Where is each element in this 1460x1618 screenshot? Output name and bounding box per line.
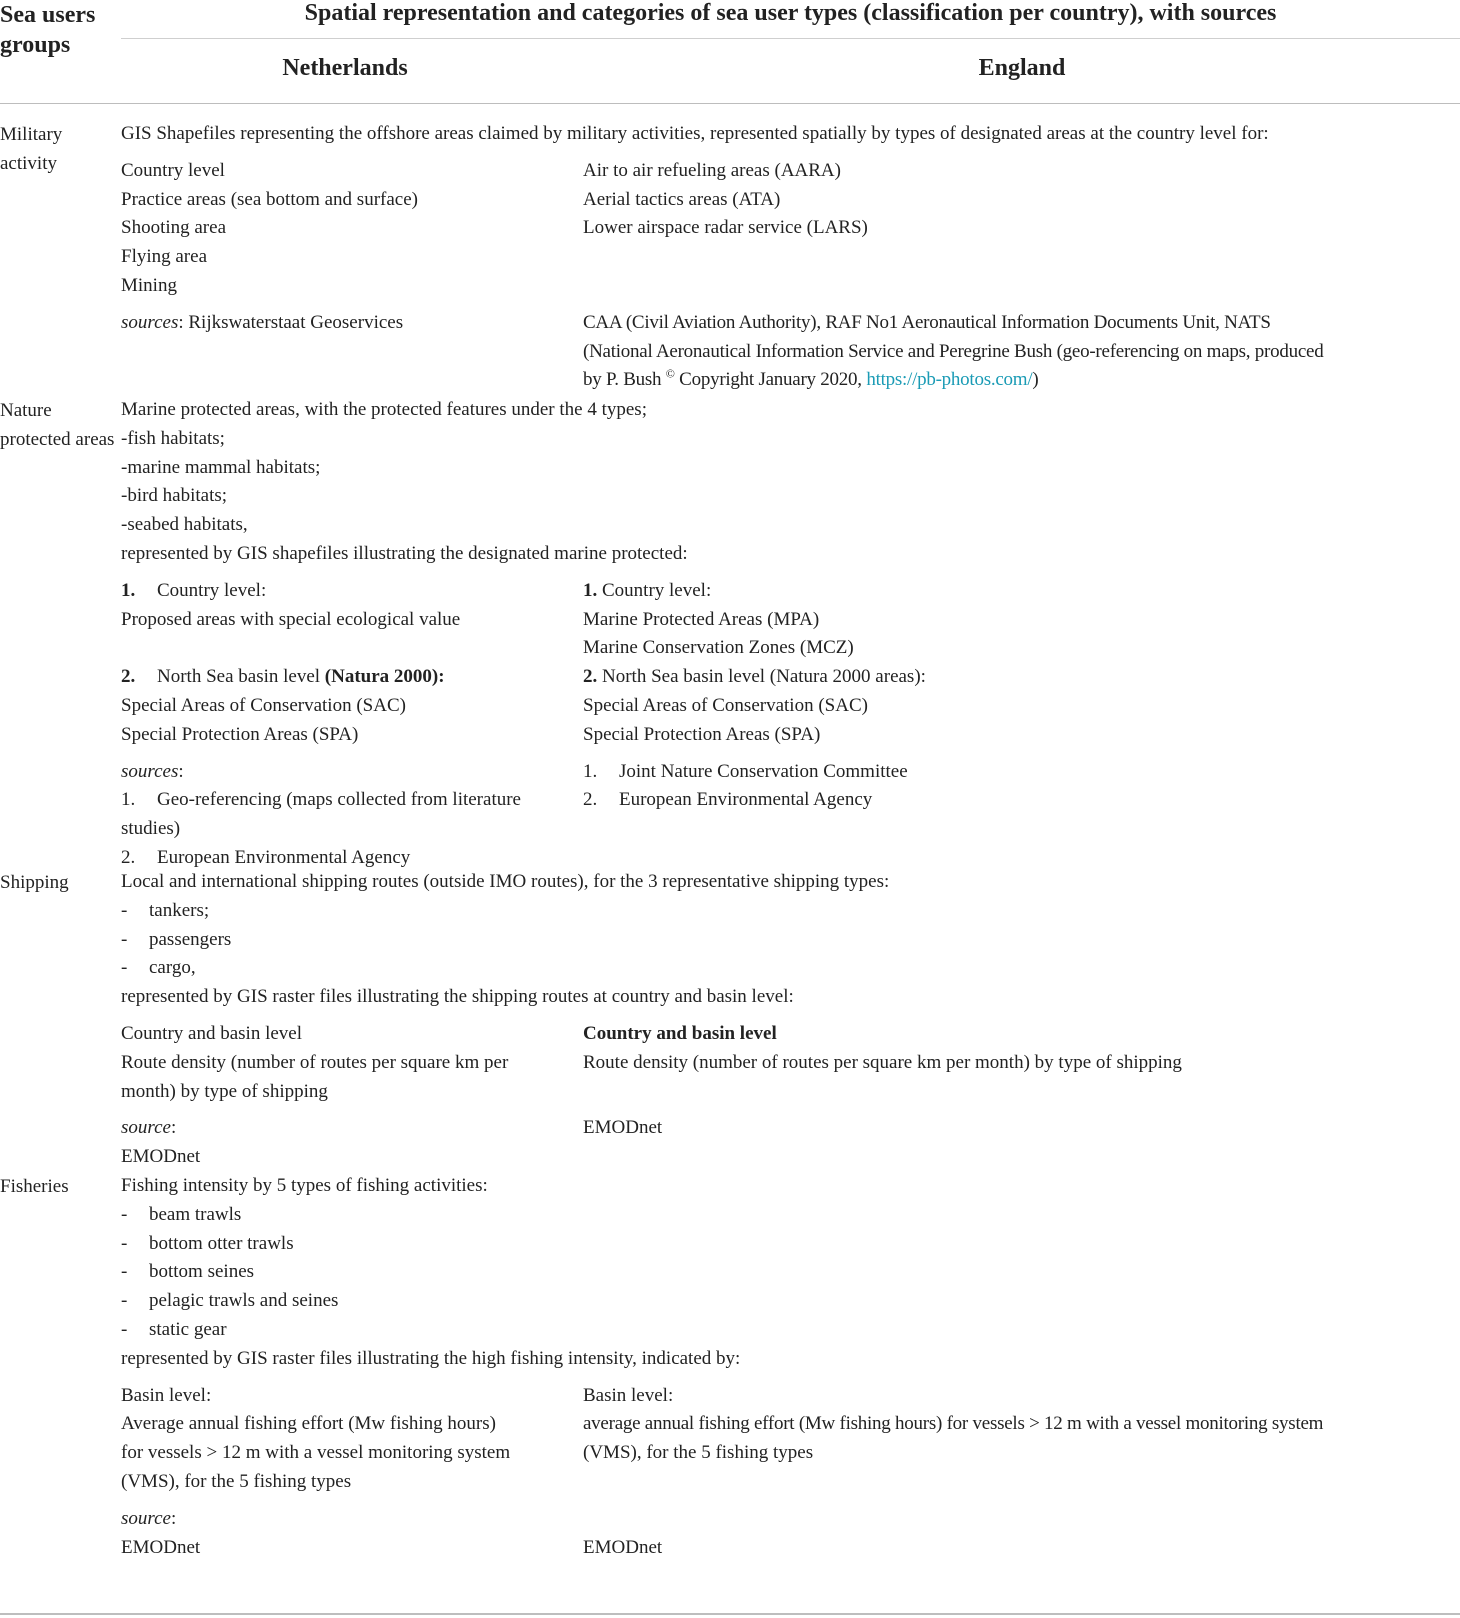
level-desc: (VMS), for the 5 fishing types: [583, 1442, 814, 1464]
level-label: Basin level:: [583, 1384, 674, 1406]
intro-line: Fishing intensity by 5 types of fishing activities:: [121, 1175, 488, 1196]
source-text: EMODnet: [583, 1536, 663, 1558]
list-item: Lower airspace radar service (LARS): [583, 217, 868, 239]
intro-line: -fish habitats;: [121, 427, 225, 449]
source-text: European Environmental Agency: [157, 846, 411, 868]
nature-en-sources: [583, 758, 1460, 873]
level-number: 1.: [583, 579, 598, 601]
nature-nl-sources: [121, 758, 583, 873]
dash: -: [121, 1203, 128, 1225]
fisheries-intro: [121, 1172, 1460, 1374]
shipping-nl-level: [121, 1020, 583, 1106]
military-en-sources: [583, 309, 1460, 395]
list-item: Special Areas of Conservation (SAC): [583, 694, 868, 716]
list-item: beam trawls: [149, 1203, 242, 1225]
level-desc: Route density (number of routes per square km per: [121, 1051, 509, 1073]
list-item: bottom otter trawls: [149, 1232, 294, 1254]
sources-label: sources: [121, 311, 179, 333]
table-body: [0, 120, 1460, 1562]
copyright-mark: ©: [665, 367, 675, 382]
list-item: tankers;: [149, 899, 210, 921]
source-text: EMODnet: [583, 1117, 663, 1139]
level-desc: month) by type of shipping: [121, 1080, 328, 1102]
nature-intro: [121, 396, 1460, 569]
shipping-en-source: [583, 1114, 1460, 1172]
source-number: 1.: [121, 789, 136, 811]
header-sea-users-groups: Sea users groups: [0, 2, 96, 58]
list-item: Special Protection Areas (SPA): [121, 723, 359, 745]
list-item: Mining: [121, 274, 177, 296]
list-item: pelagic trawls and seines: [149, 1290, 339, 1312]
source-text: Geo-referencing (maps collected from literature: [157, 789, 521, 811]
dash: -: [121, 1290, 128, 1312]
header-bottom-rule: [0, 103, 1460, 104]
military-nl-items: [121, 157, 583, 301]
source-label: source: [121, 1117, 171, 1139]
list-item: Proposed areas with special ecological value: [121, 608, 461, 630]
header-title: Spatial representation and categories of sea user types (classification per country), with sources: [304, 0, 1277, 26]
header-netherlands: Netherlands: [282, 55, 408, 81]
intro-line: -marine mammal habitats;: [121, 456, 321, 478]
list-item: Shooting area: [121, 217, 227, 239]
header-england: England: [978, 55, 1066, 81]
level-label-bold: (Natura 2000):: [324, 666, 445, 688]
level-label: Country and basin level: [583, 1022, 777, 1044]
pb-photos-link[interactable]: https://pb-photos.com/: [866, 369, 1033, 391]
group-label-fisheries: Fisheries: [0, 1176, 69, 1197]
level-desc: average annual fishing effort (Mw fishing hours) for vessels > 12 m with a vessel monitoring system: [583, 1413, 1324, 1435]
group-label-military: Military activity: [0, 124, 63, 174]
level-label: Basin level:: [121, 1384, 212, 1406]
sources-text: Copyright January 2020,: [679, 369, 862, 391]
military-nl-sources: [121, 309, 583, 395]
list-item: Air to air refueling areas (AARA): [583, 159, 841, 181]
group-label-nature: Nature protected areas: [0, 400, 115, 450]
nature-en-levels: [583, 577, 1460, 750]
sources-line: [583, 366, 1460, 395]
sources-text: by P. Bush: [583, 369, 662, 391]
fisheries-nl-source: [121, 1505, 583, 1563]
fisheries-en-level: [583, 1382, 1460, 1497]
level-label: North Sea basin level: [157, 666, 321, 688]
intro-line: represented by GIS shapefiles illustrating the designated marine protected:: [121, 542, 688, 564]
fisheries-nl-level: [121, 1382, 583, 1497]
list-item: static gear: [149, 1318, 227, 1340]
source-text: studies): [121, 818, 181, 840]
sources-label: sources: [121, 760, 179, 782]
level-number: 2.: [583, 666, 598, 688]
source-colon: :: [170, 1507, 177, 1529]
dash: -: [121, 1318, 128, 1340]
source-number: 1.: [583, 760, 598, 782]
source-number: 2.: [583, 789, 598, 811]
dash: -: [121, 957, 128, 979]
level-label: North Sea basin level (Natura 2000 areas):: [602, 666, 926, 688]
shipping-intro: [121, 868, 1460, 1012]
sources-line: CAA (Civil Aviation Authority), RAF No1 Aeronautical Information Documents Unit, NATS: [583, 311, 1271, 333]
level-number: 1.: [121, 579, 136, 601]
sources-line: (National Aeronautical Information Service and Peregrine Bush (geo-referencing on maps, produced: [583, 340, 1324, 362]
source-number: 2.: [121, 846, 136, 868]
section-shipping: [0, 868, 1460, 1172]
sources-close: ): [1032, 369, 1039, 391]
level-desc: Route density (number of routes per square km per month) by type of shipping: [583, 1051, 1182, 1073]
list-item: passengers: [149, 928, 232, 950]
list-item: bottom seines: [149, 1261, 255, 1283]
sources-text: : Rijkswaterstaat Geoservices: [178, 311, 404, 333]
list-item: Special Areas of Conservation (SAC): [121, 694, 406, 716]
intro-line: represented by GIS raster files illustrating the high fishing intensity, indicated by:: [121, 1347, 741, 1369]
level-desc: Average annual fishing effort (Mw fishing hours): [121, 1413, 496, 1435]
military-intro: GIS Shapefiles representing the offshore areas claimed by military activities, represented spatially by types of designated areas at the country level for:: [121, 123, 1269, 144]
military-en-items: [583, 157, 1460, 301]
intro-line: Marine protected areas, with the protected features under the 4 types;: [121, 399, 647, 420]
level-label: Country and basin level: [121, 1022, 302, 1044]
level-number: 2.: [121, 666, 136, 688]
table-bottom-rule: [0, 1613, 1460, 1615]
intro-line: Local and international shipping routes (outside IMO routes), for the 3 representative shipping types:: [121, 871, 890, 892]
list-item: Country level: [121, 159, 225, 181]
intro-line: -bird habitats;: [121, 485, 228, 507]
shipping-en-level: [583, 1020, 1460, 1106]
list-item: cargo,: [149, 957, 196, 979]
section-military: [0, 120, 1460, 396]
level-desc: for vessels > 12 m with a vessel monitoring system: [121, 1442, 511, 1464]
intro-line: -seabed habitats,: [121, 514, 248, 536]
header-divider: [121, 38, 1460, 39]
level-label: Country level:: [157, 579, 267, 601]
source-text: European Environmental Agency: [619, 789, 873, 811]
list-item: Marine Conservation Zones (MCZ): [583, 637, 854, 659]
list-item: Flying area: [121, 246, 208, 268]
fisheries-en-source: [583, 1505, 1460, 1563]
intro-line: represented by GIS raster files illustrating the shipping routes at country and basin level:: [121, 986, 794, 1008]
source-text: EMODnet: [121, 1536, 201, 1558]
level-label: Country level:: [602, 579, 712, 601]
list-item: Aerial tactics areas (ATA): [583, 188, 781, 210]
section-nature: [0, 396, 1460, 868]
list-item: Special Protection Areas (SPA): [583, 723, 821, 745]
dash: -: [121, 899, 128, 921]
source-text: Joint Nature Conservation Committee: [619, 760, 908, 782]
source-colon: :: [170, 1117, 177, 1139]
group-label-shipping: Shipping: [0, 872, 69, 893]
dash: -: [121, 1232, 128, 1254]
shipping-nl-source: [121, 1114, 583, 1172]
level-desc: (VMS), for the 5 fishing types: [121, 1470, 352, 1492]
section-fisheries: [0, 1172, 1460, 1562]
sources-colon: :: [178, 760, 184, 782]
list-item: Practice areas (sea bottom and surface): [121, 188, 418, 210]
nature-nl-levels: [121, 577, 583, 750]
source-text: EMODnet: [121, 1146, 201, 1168]
dash: -: [121, 1261, 128, 1283]
dash: -: [121, 928, 128, 950]
list-item: Marine Protected Areas (MPA): [583, 608, 820, 630]
source-label: source: [121, 1507, 171, 1529]
